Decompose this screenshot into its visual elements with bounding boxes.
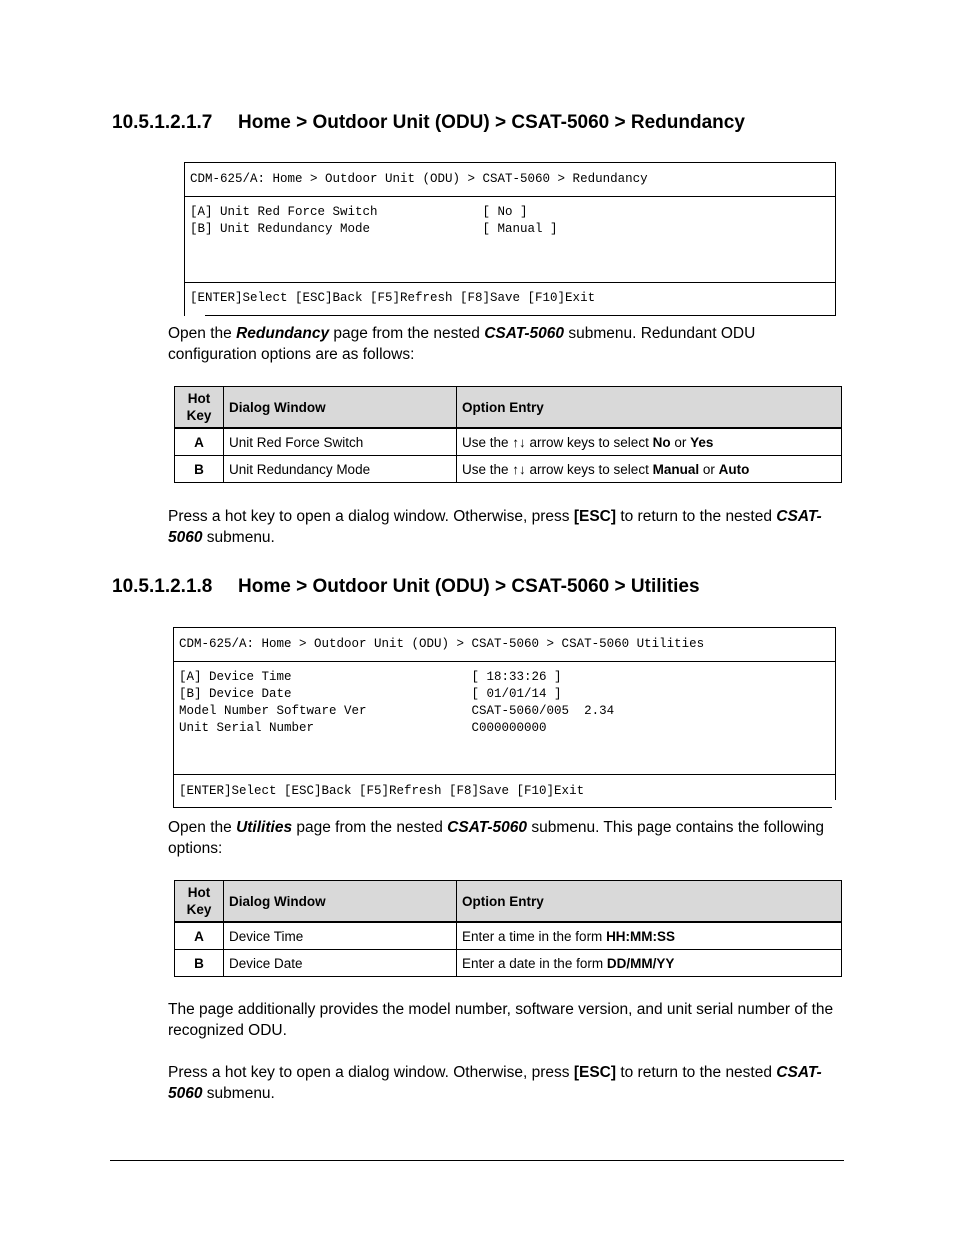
section-heading bbox=[112, 112, 745, 134]
terminal-right-edge bbox=[835, 163, 836, 316]
dialog-cell: Device Time bbox=[224, 922, 457, 950]
terminal-bottom-edge bbox=[205, 315, 836, 316]
terminal-line: [B] Device Date [ 01/01/14 ] bbox=[179, 687, 562, 701]
terminal-bottom-edge bbox=[174, 807, 832, 808]
extra-paragraph: The page additionally provides the model number, software version, and unit serial number of the recognized ODU. bbox=[168, 1001, 834, 1039]
text: to return to the nested bbox=[616, 508, 777, 525]
table-row bbox=[175, 456, 842, 483]
menu-name: CSAT-5060 bbox=[168, 1064, 822, 1102]
header-option: Option Entry bbox=[457, 387, 842, 429]
hotkey-cell: A bbox=[175, 922, 224, 950]
terminal-screen bbox=[173, 627, 836, 808]
closing-paragraph bbox=[168, 1062, 838, 1104]
terminal-line: Model Number Software Ver CSAT-5060/005 2.34 bbox=[179, 704, 615, 718]
menu-name: CSAT-5060 bbox=[484, 325, 565, 342]
header-dialog: Dialog Window bbox=[224, 881, 457, 923]
section-title: Home > Outdoor Unit (ODU) > CSAT-5060 > Redundancy bbox=[238, 112, 745, 133]
terminal-divider bbox=[185, 282, 836, 283]
hotkey-cell: B bbox=[175, 456, 224, 483]
text: submenu. Redundant ODU configuration options are as follows: bbox=[168, 325, 756, 363]
terminal-line: [A] Unit Red Force Switch [ No ] bbox=[190, 205, 528, 219]
text: Press a hot key to open a dialog window. Otherwise, press bbox=[168, 508, 574, 525]
text: to return to the nested bbox=[616, 1064, 777, 1081]
hotkey-cell: A bbox=[175, 428, 224, 456]
text: page from the nested bbox=[329, 325, 485, 342]
dialog-cell: Device Date bbox=[224, 950, 457, 977]
options-table bbox=[174, 386, 842, 483]
text: submenu. bbox=[202, 529, 275, 546]
header-hotkey: Hot Key bbox=[175, 881, 224, 923]
text: Open the bbox=[168, 819, 237, 836]
terminal-footer: [ENTER]Select [ESC]Back [F5]Refresh [F8]Save [F10]Exit bbox=[179, 784, 585, 798]
header-hotkey: Hot Key bbox=[175, 387, 224, 429]
menu-name: CSAT-5060 bbox=[168, 508, 822, 546]
table-header-row bbox=[175, 881, 842, 923]
key-name: [ESC] bbox=[573, 508, 617, 525]
table-row bbox=[175, 428, 842, 456]
text: page from the nested bbox=[292, 819, 448, 836]
page-name: Redundancy bbox=[236, 325, 330, 342]
option-cell: Enter a date in the form DD/MM/YY bbox=[457, 950, 842, 977]
terminal-line: [B] Unit Redundancy Mode [ Manual ] bbox=[190, 222, 558, 236]
dialog-cell: Unit Redundancy Mode bbox=[224, 456, 457, 483]
text: Press a hot key to open a dialog window. Otherwise, press bbox=[168, 1064, 574, 1081]
section-heading bbox=[112, 576, 700, 598]
text: submenu. This page contains the following options: bbox=[168, 819, 824, 857]
intro-paragraph bbox=[168, 323, 838, 365]
hotkey-cell: B bbox=[175, 950, 224, 977]
header-option: Option Entry bbox=[457, 881, 842, 923]
terminal-divider bbox=[185, 196, 836, 197]
terminal-footer: [ENTER]Select [ESC]Back [F5]Refresh [F8]Save [F10]Exit bbox=[190, 291, 596, 305]
terminal-screen bbox=[184, 162, 836, 316]
closing-paragraph bbox=[168, 506, 838, 548]
menu-name: CSAT-5060 bbox=[447, 819, 528, 836]
key-name: [ESC] bbox=[573, 1064, 617, 1081]
header-dialog: Dialog Window bbox=[224, 387, 457, 429]
page-name: Utilities bbox=[236, 819, 293, 836]
table-row bbox=[175, 950, 842, 977]
intro-paragraph bbox=[168, 817, 838, 859]
footer-rule bbox=[110, 1160, 844, 1161]
terminal-line: Unit Serial Number C000000000 bbox=[179, 721, 547, 735]
option-cell: Enter a time in the form HH:MM:SS bbox=[457, 922, 842, 950]
option-cell: Use the ↑↓ arrow keys to select Manual or Auto bbox=[457, 456, 842, 483]
section-number: 10.5.1.2.1.8 bbox=[112, 576, 213, 597]
terminal-divider bbox=[174, 661, 836, 662]
dialog-cell: Unit Red Force Switch bbox=[224, 428, 457, 456]
section-number: 10.5.1.2.1.7 bbox=[112, 112, 213, 133]
terminal-divider bbox=[174, 774, 836, 775]
section-title: Home > Outdoor Unit (ODU) > CSAT-5060 > Utilities bbox=[238, 576, 700, 597]
table-row bbox=[175, 922, 842, 950]
options-table bbox=[174, 880, 842, 977]
text: Open the bbox=[168, 325, 237, 342]
table-header-row bbox=[175, 387, 842, 429]
text: submenu. bbox=[202, 1085, 275, 1102]
option-cell: Use the ↑↓ arrow keys to select No or Yes bbox=[457, 428, 842, 456]
terminal-line: [A] Device Time [ 18:33:26 ] bbox=[179, 670, 562, 684]
terminal-header: CDM-625/A: Home > Outdoor Unit (ODU) > CSAT-5060 > CSAT-5060 Utilities bbox=[179, 637, 705, 651]
terminal-right-edge bbox=[835, 628, 836, 800]
terminal-header: CDM-625/A: Home > Outdoor Unit (ODU) > CSAT-5060 > Redundancy bbox=[190, 172, 648, 186]
